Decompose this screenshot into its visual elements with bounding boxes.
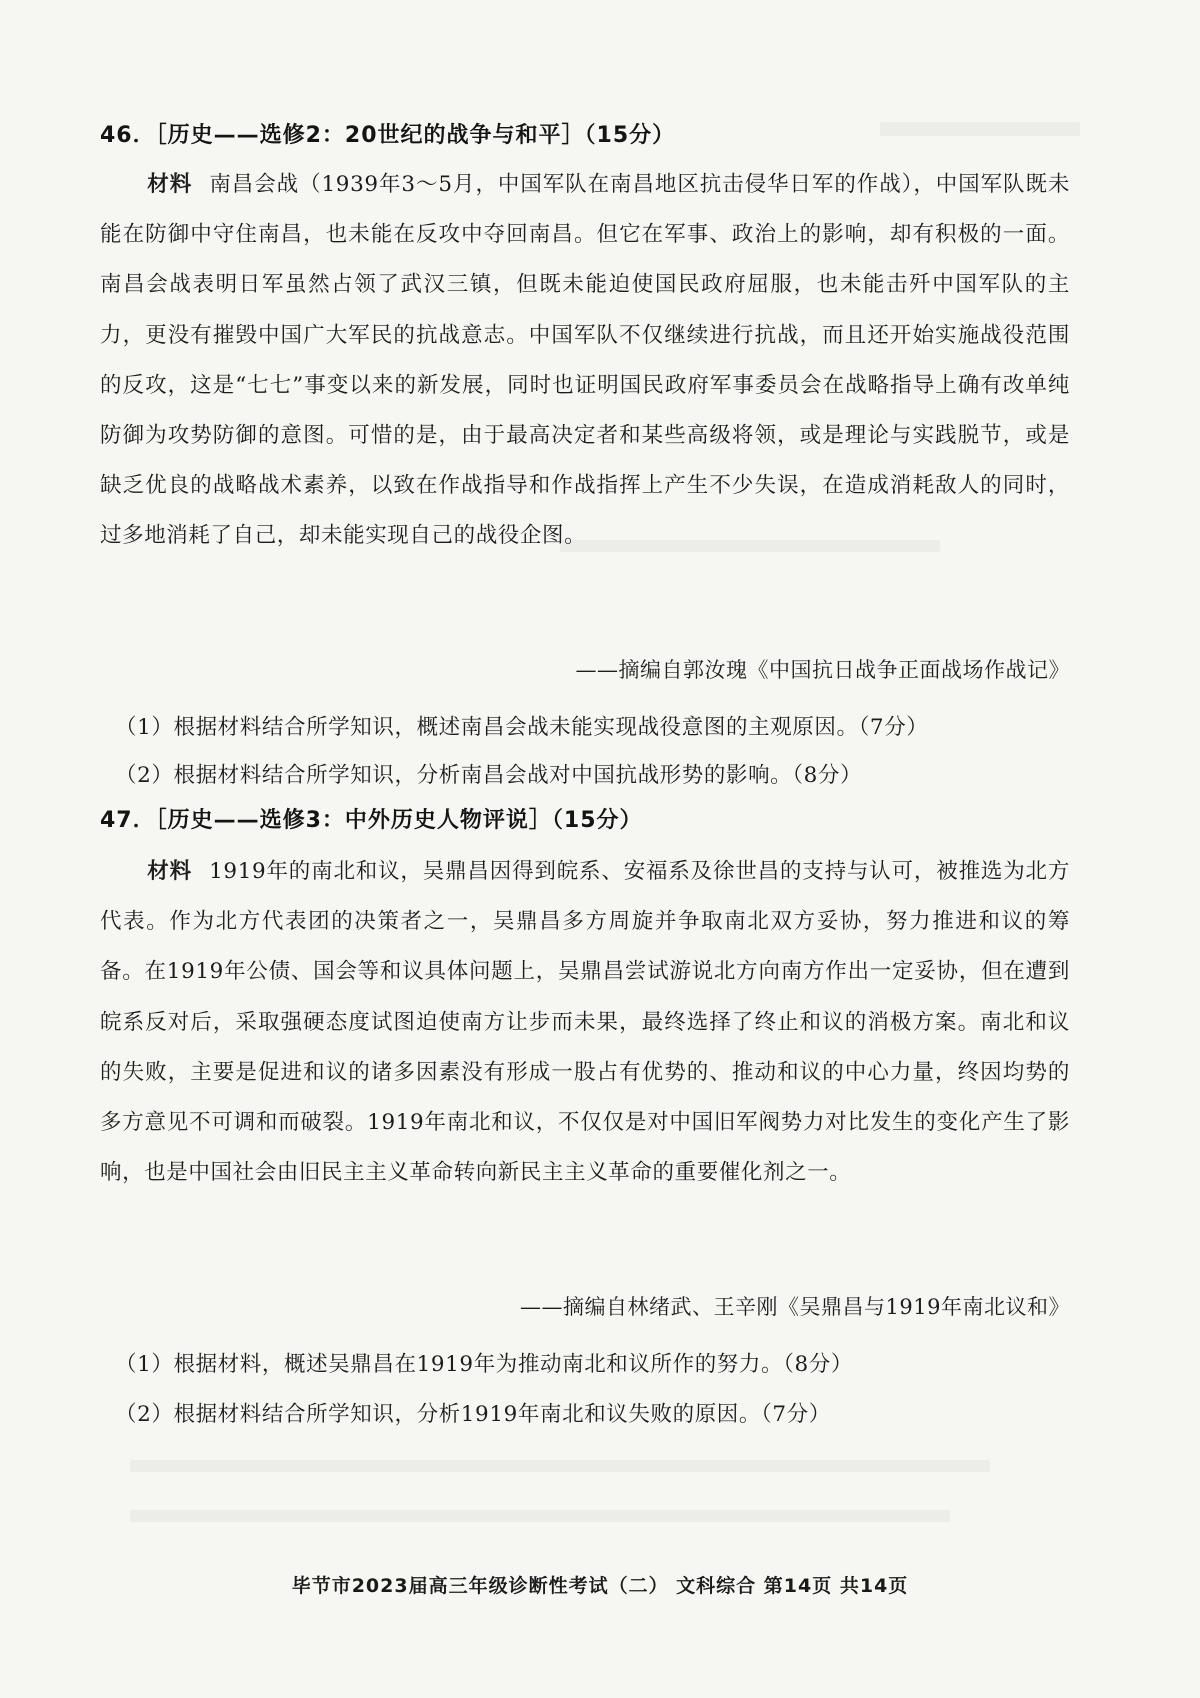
question-46-material [100, 160, 1070, 562]
page-footer: 毕节市2023届高三年级诊断性考试（二） 文科综合 第14页 共14页 [291, 1575, 909, 1597]
material-text: 1919年的南北和议，吴鼎昌因得到皖系、安福系及徐世昌的支持与认可，被推选为北方代表。作为北方代表团的决策者之一，吴鼎昌多方周旋并争取南北双方妥协，努力推进和议的筹备。在1919年公债、国会等和议具体问题上，吴鼎昌尝试游说北方向南方作出一定妥协，但在遭到皖系反对后，采取强硬态度试图迫使南方让步而未果，最终选择了终止和议的消极方案。南北和议的失败，主要是促进和议的诸多因素没有形成一股占有优势的、推动和议的中心力量，终因均势的多方意见不可调和而破裂。1919年南北和议，不仅仅是对中国旧军阀势力对比发生的变化产生了影响，也是中国社会由旧民主主义革命转向新民主主义革命的重要催化剂之一。 [100, 859, 1070, 1186]
question-46-sub-2: （2）根据材料结合所学知识，分析南昌会战对中国抗战形势的影响。（8分） [115, 763, 863, 788]
material-text: 南昌会战（1939年3～5月，中国军队在南昌地区抗击侵华日军的作战），中国军队既未能在防御中守住南昌，也未能在反攻中夺回南昌。但它在军事、政治上的影响，却有积极的一面。南昌会战表明日军虽然占领了武汉三镇，但既未能迫使国民政府屈服，也未能击歼中国军队的主力，更没有摧毁中国广大军民的抗战意志。中国军队不仅继续进行抗战，而且还开始实施战役范围的反攻，这是“七七”事变以来的新发展，同时也证明国民政府军事委员会在战略指导上确有改单纯防御为攻势防御的意图。可惜的是，由于最高决定者和某些高级将领，或是理论与实践脱节，或是缺乏优良的战略战术素养，以致在作战指导和作战指挥上产生不少失误，在造成消耗敌人的同时，过多地消耗了自己，却未能实现自己的战役企图。 [100, 172, 1071, 549]
question-47-source: ——摘编自林绪武、王辛刚《吴鼎昌与1919年南北议和》 [520, 1295, 1070, 1319]
question-47-sub-1: （1）根据材料，概述吴鼎昌在1919年为推动南北和议所作的努力。（8分） [115, 1352, 853, 1377]
material-label: 材料 [147, 859, 192, 884]
scan-artifact [130, 1510, 950, 1522]
question-47-title: 47．［历史——选修3：中外历史人物评说］（15分） [100, 808, 643, 833]
scan-artifact [880, 122, 1080, 136]
material-label: 材料 [147, 172, 193, 197]
question-47-sub-2: （2）根据材料结合所学知识，分析1919年南北和议失败的原因。（7分） [115, 1402, 831, 1427]
question-47-material [100, 847, 1070, 1198]
question-46-source: ——摘编自郭汝瑰《中国抗日战争正面战场作战记》 [575, 658, 1070, 682]
question-46-title: 46．［历史——选修2：20世纪的战争与和平］（15分） [100, 123, 676, 148]
question-46-sub-1: （1）根据材料结合所学知识，概述南昌会战未能实现战役意图的主观原因。（7分） [115, 715, 929, 740]
scan-artifact [130, 1460, 990, 1472]
